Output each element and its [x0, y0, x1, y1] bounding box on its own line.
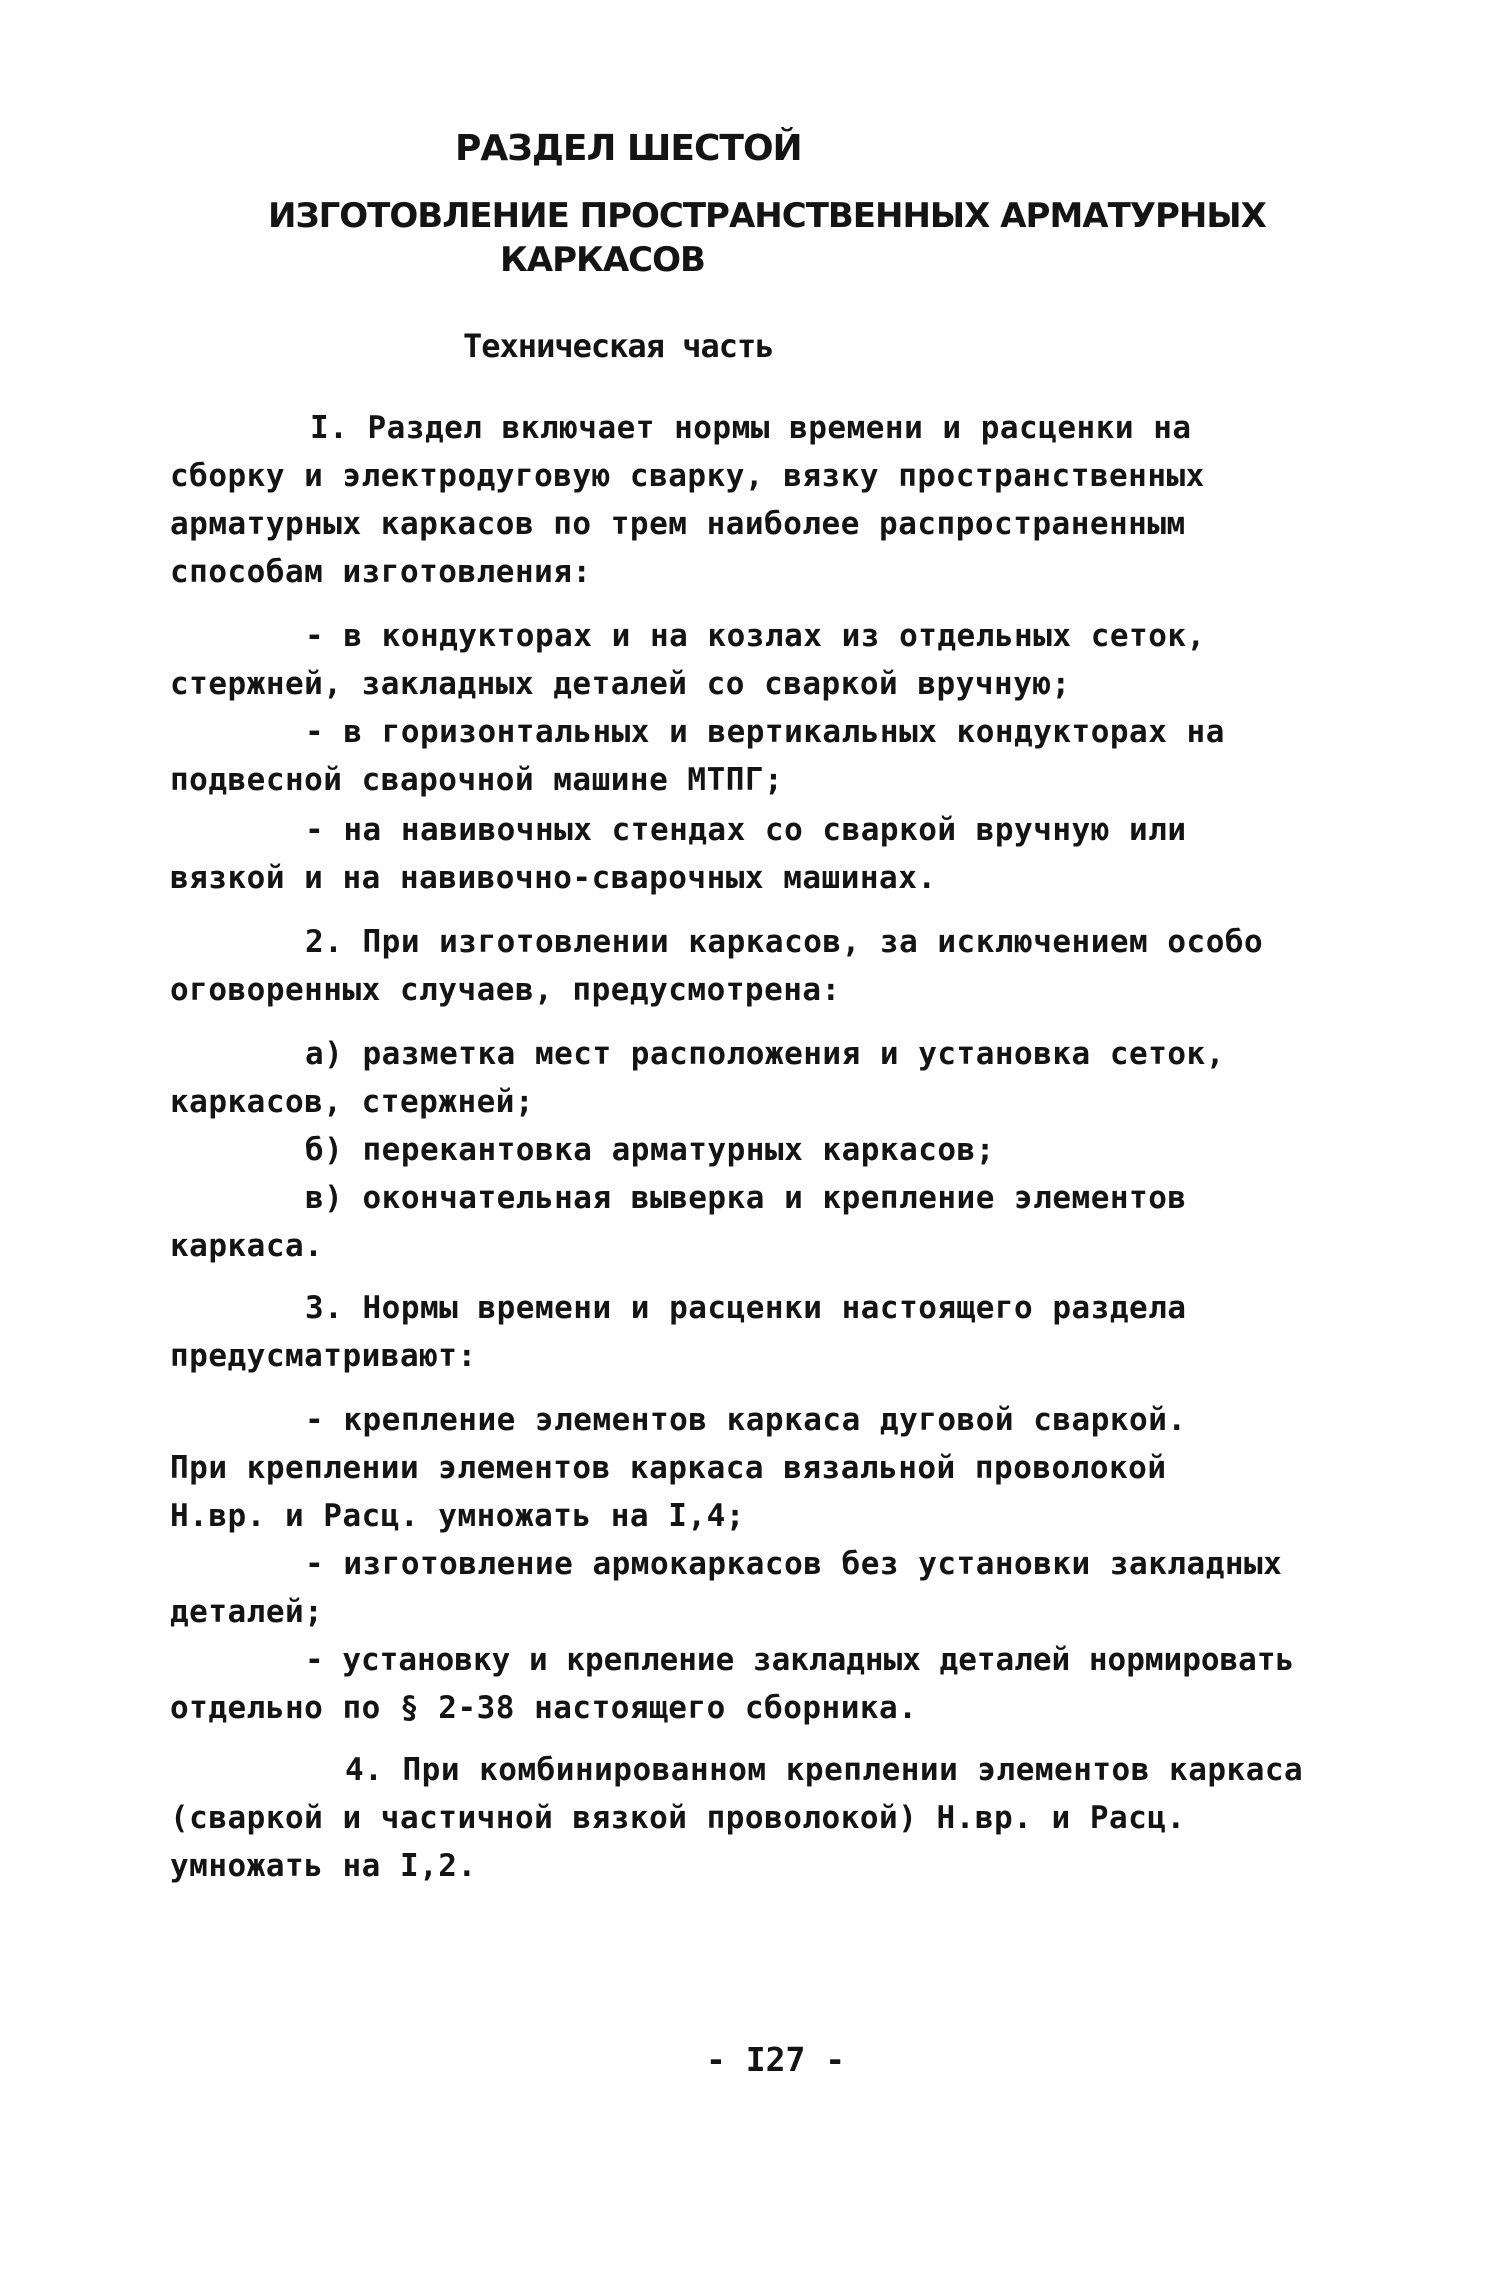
- section-title-line-2: КАРКАСОВ: [500, 240, 705, 280]
- body-line: 2. При изготовлении каркасов, за исключением особо: [305, 924, 1264, 960]
- body-line: (сваркой и частичной вязкой проволокой) Н.вр. и Расц.: [170, 1800, 1186, 1836]
- body-line: I. Раздел включает нормы времени и расценки на: [310, 410, 1192, 446]
- section-label: РАЗДЕЛ ШЕСТОЙ: [455, 128, 802, 169]
- body-line: а) разметка мест расположения и установка сеток,: [305, 1036, 1225, 1072]
- body-line: каркаса.: [170, 1228, 324, 1264]
- body-line: подвесной сварочной машине МТПГ;: [170, 762, 784, 798]
- body-line: б) перекантовка арматурных каркасов;: [305, 1132, 995, 1168]
- body-line: - в кондукторах и на козлах из отдельных сеток,: [305, 618, 1206, 654]
- body-line: стержней, закладных деталей со сваркой вручную;: [170, 666, 1071, 702]
- body-line: вязкой и на навивочно-сварочных машинах.: [170, 860, 937, 896]
- body-line: отдельно по § 2-38 настоящего сборника.: [170, 1690, 918, 1726]
- body-line: - на навивочных стендах со сваркой вручную или: [305, 812, 1187, 848]
- body-line: При креплении элементов каркаса вязальной проволокой: [170, 1450, 1167, 1486]
- body-line: каркасов, стержней;: [170, 1084, 535, 1120]
- page-number: - I27 -: [706, 2040, 846, 2079]
- body-line: - изготовление армокаркасов без установки закладных: [305, 1546, 1283, 1582]
- body-line: Н.вр. и Расц. умножать на I,4;: [170, 1498, 745, 1534]
- body-line: деталей;: [170, 1594, 324, 1630]
- body-line: в) окончательная выверка и крепление элементов: [305, 1180, 1187, 1216]
- body-line: - крепление элементов каркаса дуговой сваркой.: [305, 1402, 1187, 1438]
- body-line: оговоренных случаев, предусмотрена:: [170, 972, 841, 1008]
- body-line: способам изготовления:: [170, 554, 592, 590]
- body-line: арматурных каркасов по трем наиболее распространенным: [170, 506, 1186, 542]
- body-line: - установку и крепление закладных деталей нормировать: [305, 1642, 1295, 1678]
- body-line: - в горизонтальных и вертикальных кондукторах на: [305, 714, 1225, 750]
- section-title-line-1: ИЗГОТОВЛЕНИЕ ПРОСТРАНСТВЕННЫХ АРМАТУРНЫХ: [268, 196, 1266, 236]
- body-line: предусматривают:: [170, 1338, 477, 1374]
- body-line: 4. При комбинированном креплении элементов каркаса: [345, 1752, 1304, 1788]
- subtitle: Техническая часть: [463, 327, 774, 365]
- body-line: умножать на I,2.: [170, 1848, 477, 1884]
- body-line: 3. Нормы времени и расценки настоящего раздела: [305, 1290, 1187, 1326]
- body-line: сборку и электродуговую сварку, вязку пространственных: [170, 458, 1205, 494]
